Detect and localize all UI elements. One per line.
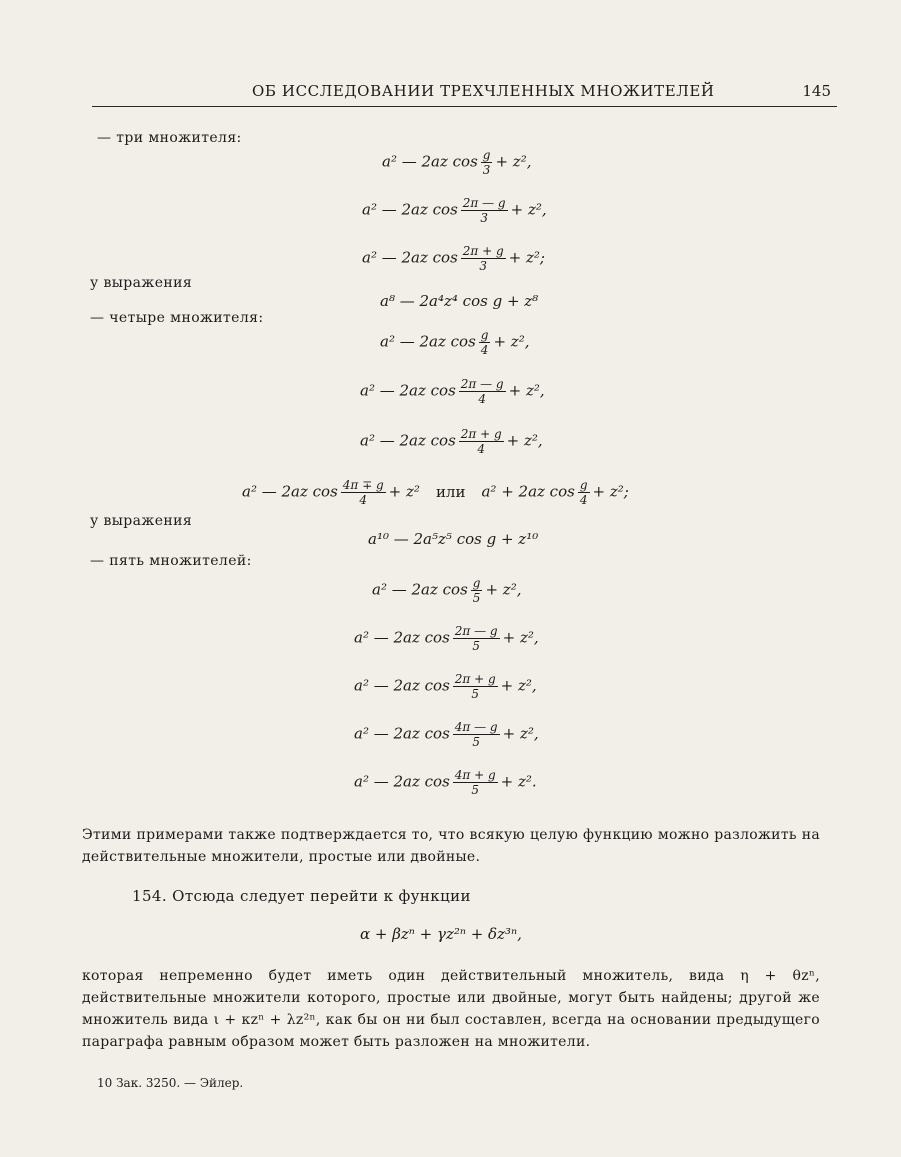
equation: a² — 2az cos $\frac{2\pi + g}{5}$ + z², xyxy=(354,672,537,701)
equation: a² — 2az cos $\frac{2\pi — g}{3}$ + z², xyxy=(362,196,547,225)
section-intro: у выражения xyxy=(90,275,193,291)
footer: 10 Зак. 3250. — Эйлер. xyxy=(97,1076,244,1090)
equation: a² — 2az cos $\frac{2\pi + g}{4}$ + z², xyxy=(360,427,543,456)
section-label: — пять множителей: xyxy=(90,553,252,569)
function-expression: α + βzⁿ + γz²ⁿ + δz³ⁿ, xyxy=(360,925,522,943)
equation: a² — 2az cos $\frac{2\pi + g}{3}$ + z²; xyxy=(362,244,545,273)
conclusion-paragraph: Этими примерами также подтверждается то, что всякую целую функцию можно разложить на действительные множители, простые или двойные. xyxy=(82,827,820,865)
equation: a² — 2az cos $\frac{4\pi \mp g}{4}$ + z² или a² + 2az cos $\frac{g}{4}$ + z²; xyxy=(242,478,629,507)
equation: a² — 2az cos $\frac{g}{3}$ + z², xyxy=(382,148,532,177)
equation: a² — 2az cos $\frac{2\pi — g}{5}$ + z², xyxy=(354,624,539,653)
equation: a² — 2az cos $\frac{4\pi + g}{5}$ + z². xyxy=(354,768,537,797)
expression: a⁸ — 2a⁴z⁴ cos g + z⁸ xyxy=(380,292,539,310)
body-paragraph: которая непременно будет иметь один действительный множитель, вида η + θzⁿ, действительные множители которого, простые или двойные, могут быть найдены; другой же множитель вида ι + κzⁿ + λz²ⁿ, как бы он ни был составлен, всегда на основании предыдущего параграфа равным образом может быть разложен на множители. xyxy=(82,968,820,1050)
section-label: — три множителя: xyxy=(97,130,242,146)
equation: a² — 2az cos $\frac{g}{4}$ + z², xyxy=(380,328,530,357)
equation: a² — 2az cos $\frac{g}{5}$ + z², xyxy=(372,576,522,605)
section-intro: у выражения xyxy=(90,513,193,529)
section-label: — четыре множителя: xyxy=(90,310,264,326)
running-header xyxy=(92,82,837,107)
section-heading: 154. Отсюда следует перейти к функции xyxy=(132,887,471,905)
equation: a² — 2az cos $\frac{4\pi — g}{5}$ + z², xyxy=(354,720,539,749)
expression: a¹⁰ — 2a⁵z⁵ cos g + z¹⁰ xyxy=(368,530,539,548)
equation: a² — 2az cos $\frac{2\pi — g}{4}$ + z², xyxy=(360,377,545,406)
page-number: 145 xyxy=(802,82,831,100)
header-title: ОБ ИССЛЕДОВАНИИ ТРЕХЧЛЕННЫХ МНОЖИТЕЛЕЙ xyxy=(252,82,715,100)
